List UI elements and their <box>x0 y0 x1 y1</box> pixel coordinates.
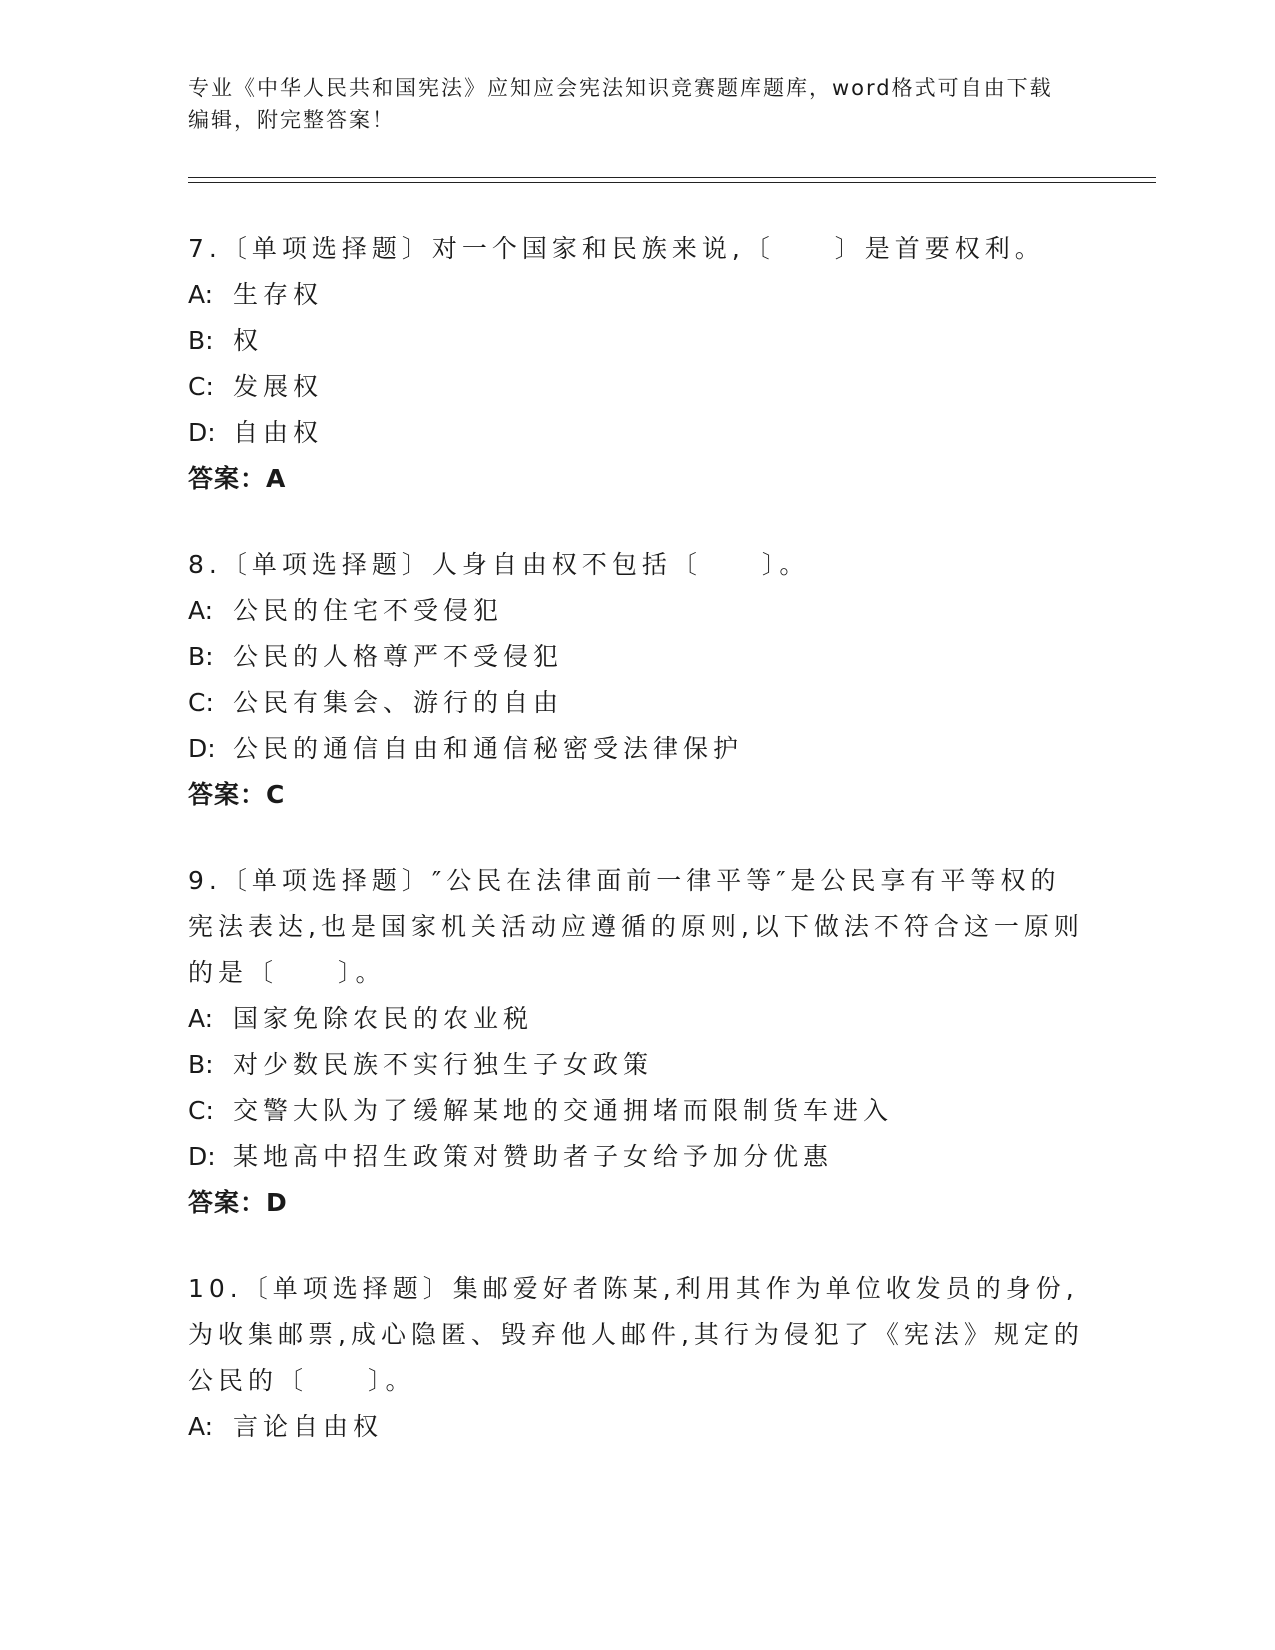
answer-line: 答案：C <box>188 780 286 809</box>
option-text: 自由权 <box>233 418 324 447</box>
question-9 <box>188 858 1088 1226</box>
question-stem: 8.〔单项选择题〕人身自由权不包括〔 〕。 <box>188 550 810 579</box>
option-letter: B: <box>188 642 214 671</box>
option-text: 公民的人格尊严不受侵犯 <box>233 642 564 671</box>
option-letter: C: <box>188 1096 214 1125</box>
option-letter: A: <box>188 596 214 625</box>
option-letter: B: <box>188 1050 214 1079</box>
document-header: 专业《中华人民共和国宪法》应知应会宪法知识竞赛题库题库，word格式可自由下载编辑，附完整答案！ <box>188 76 1053 132</box>
option-letter: D: <box>188 418 216 447</box>
option-letter: D: <box>188 734 216 763</box>
question-10 <box>188 1266 1088 1450</box>
answer-line: 答案：A <box>188 464 287 493</box>
option-text: 发展权 <box>233 372 324 401</box>
question-stem: 10.〔单项选择题〕集邮爱好者陈某,利用其作为单位收发员的身份,为收集邮票,成心隐匿、毁弃他人邮件,其行为侵犯了《宪法》规定的公民的〔 〕。 <box>188 1274 1084 1395</box>
option-letter: D: <box>188 1142 216 1171</box>
option-text: 交警大队为了缓解某地的交通拥堵而限制货车进入 <box>233 1096 894 1125</box>
option-b <box>188 634 1088 680</box>
option-d <box>188 726 1088 772</box>
option-text: 某地高中招生政策对赞助者子女给予加分优惠 <box>233 1142 834 1171</box>
header-divider-thin <box>188 182 1156 183</box>
option-c <box>188 680 1088 726</box>
question-7 <box>188 226 1088 502</box>
option-d <box>188 1134 1088 1180</box>
option-letter: A: <box>188 1004 214 1033</box>
option-text: 对少数民族不实行独生子女政策 <box>233 1050 654 1079</box>
option-d <box>188 410 1088 456</box>
question-list <box>188 226 1088 1490</box>
option-letter: A: <box>188 280 214 309</box>
option-c <box>188 364 1088 410</box>
option-letter: B: <box>188 326 214 355</box>
option-text: 生存权 <box>233 280 324 309</box>
header-divider-thick <box>188 177 1156 178</box>
option-text: 公民的住宅不受侵犯 <box>233 596 504 625</box>
option-b <box>188 1042 1088 1088</box>
question-8 <box>188 542 1088 818</box>
option-a <box>188 1404 1088 1450</box>
option-letter: C: <box>188 688 214 717</box>
option-a <box>188 996 1088 1042</box>
option-text: 言论自由权 <box>233 1412 384 1441</box>
option-text: 公民有集会、游行的自由 <box>233 688 564 717</box>
question-stem: 9.〔单项选择题〕″公民在法律面前一律平等″是公民享有平等权的宪法表达,也是国家机关活动应遵循的原则,以下做法不符合这一原则的是〔 〕。 <box>188 866 1084 987</box>
option-a <box>188 588 1088 634</box>
option-text: 国家免除农民的农业税 <box>233 1004 534 1033</box>
option-letter: C: <box>188 372 214 401</box>
option-letter: A: <box>188 1412 214 1441</box>
option-text: 公民的通信自由和通信秘密受法律保护 <box>233 734 744 763</box>
answer-line: 答案：D <box>188 1188 288 1217</box>
option-text: 权 <box>233 326 264 355</box>
question-stem: 7.〔单项选择题〕对一个国家和民族来说,〔 〕是首要权利。 <box>188 234 1045 263</box>
option-b <box>188 318 1088 364</box>
option-a <box>188 272 1088 318</box>
option-c <box>188 1088 1088 1134</box>
